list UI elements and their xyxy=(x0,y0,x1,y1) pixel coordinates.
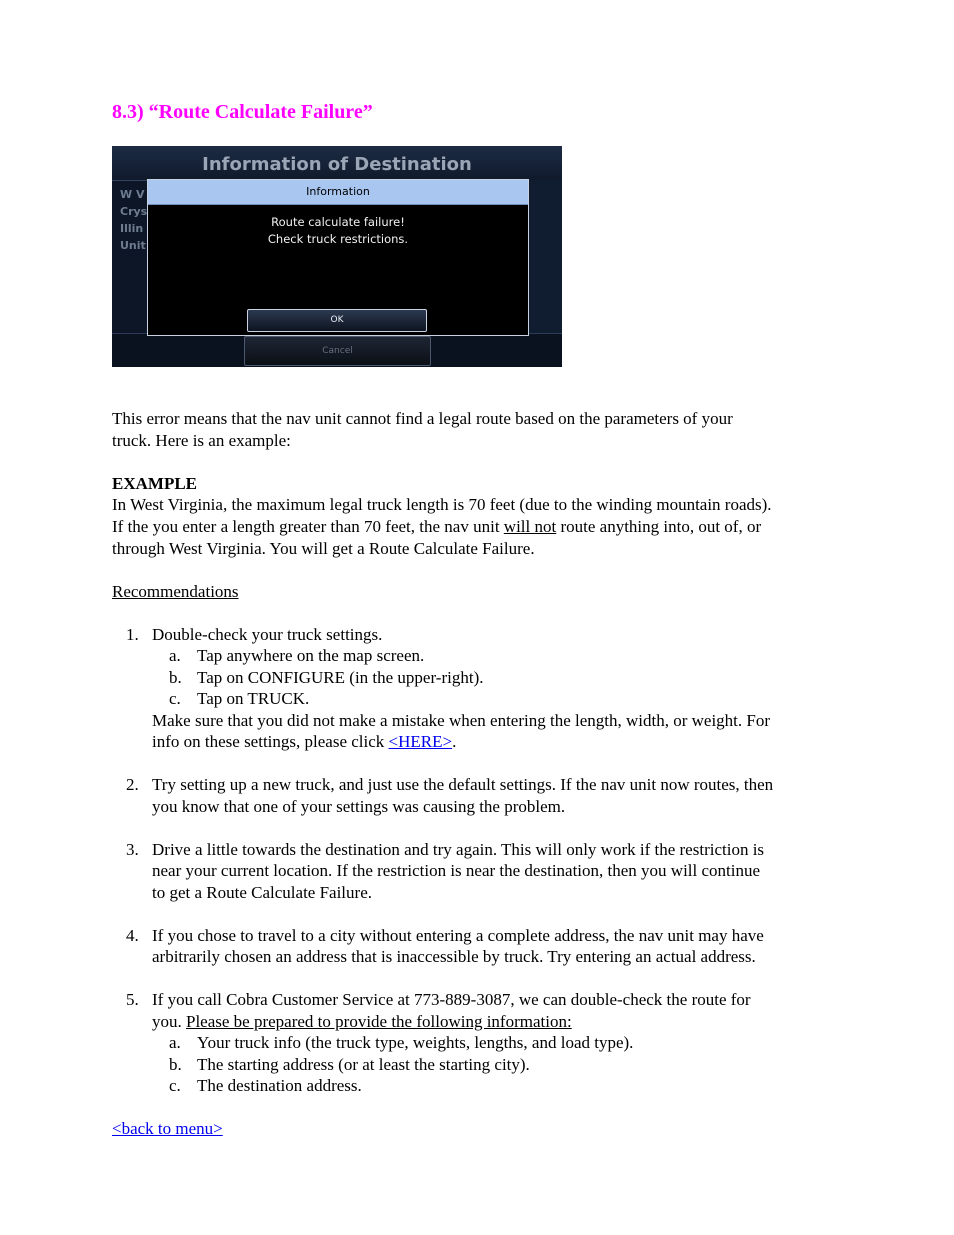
example-heading: EXAMPLE xyxy=(112,474,197,493)
nav-side-panel xyxy=(527,180,562,333)
list-item-text: arbitrarily chosen an address that is inaccessible by truck. Try entering an actual address. xyxy=(152,947,756,966)
sub-letter: c. xyxy=(169,1076,181,1095)
here-link[interactable]: <HERE> xyxy=(388,732,453,751)
list-item-text: Drive a little towards the destination and try again. This will only work if the restriction is xyxy=(152,840,765,859)
list-item-text-part: . xyxy=(452,732,457,751)
cancel-button[interactable]: Cancel xyxy=(244,336,431,366)
list-item-text: Try setting up a new truck, and just use the default settings. If the nav unit now routes, then xyxy=(152,775,774,794)
nav-fragment: W V xyxy=(120,188,145,201)
sub-letter: a. xyxy=(169,646,181,665)
list-item-text: to get a Route Calculate Failure. xyxy=(152,883,372,902)
list-item-text: If you call Cobra Customer Service at 773-889-3087, we can double-check the route for xyxy=(152,990,751,1009)
list-item-text: near your current location. If the restriction is near the destination, then you will continue xyxy=(152,861,761,880)
sub-item-text: Your truck info (the truck type, weights, lengths, and load type). xyxy=(197,1033,634,1052)
example-line: In West Virginia, the maximum legal truck length is 70 feet (due to the winding mountain roads). xyxy=(112,495,772,514)
list-item-text xyxy=(152,1011,572,1033)
example-line xyxy=(112,516,761,538)
example-line: through West Virginia. You will get a Route Calculate Failure. xyxy=(112,539,535,558)
sub-letter: c. xyxy=(169,689,181,708)
nav-screen-title: Information of Destination xyxy=(112,146,562,181)
sub-letter: a. xyxy=(169,1033,181,1052)
sub-letter: b. xyxy=(169,668,182,687)
recommendations-heading: Recommendations xyxy=(112,582,239,601)
list-number: 4. xyxy=(126,926,139,945)
nav-fragment: Crys xyxy=(120,205,148,218)
list-item-text-part: info on these settings, please click xyxy=(152,732,389,751)
sub-item-text: The starting address (or at least the starting city). xyxy=(197,1055,530,1074)
list-number: 2. xyxy=(126,775,139,794)
sub-letter: b. xyxy=(169,1055,182,1074)
list-item-text: you know that one of your settings was causing the problem. xyxy=(152,797,566,816)
list-item-text xyxy=(152,731,456,753)
list-number: 5. xyxy=(126,990,139,1009)
list-number: 3. xyxy=(126,840,139,859)
dialog-line: Route calculate failure! xyxy=(271,215,405,229)
dialog-header: Information xyxy=(148,180,528,205)
nav-address-fragments xyxy=(120,186,147,254)
intro-line: truck. Here is an example: xyxy=(112,431,291,450)
list-item-text: Double-check your truck settings. xyxy=(152,625,383,644)
dialog-message xyxy=(148,214,528,248)
sub-item-text: Tap anywhere on the map screen. xyxy=(197,646,425,665)
nav-screenshot xyxy=(112,146,562,367)
dialog-line: Check truck restrictions. xyxy=(267,232,409,246)
list-item-text: Make sure that you did not make a mistake when entering the length, width, or weight. For xyxy=(152,711,771,730)
list-item-text: If you chose to travel to a city without entering a complete address, the nav unit may have xyxy=(152,926,764,945)
list-number: 1. xyxy=(126,625,139,644)
emphasis-will-not: will not xyxy=(503,517,557,536)
nav-fragment: Unit xyxy=(120,239,146,252)
sub-item-text: Tap on TRUCK. xyxy=(197,689,310,708)
nav-fragment: Illin xyxy=(120,222,144,235)
list-item-text-part: you. xyxy=(152,1012,186,1031)
example-text: route anything into, out of, or xyxy=(556,517,762,536)
back-to-menu-link[interactable]: <back to menu> xyxy=(112,1119,223,1138)
sub-item-text: Tap on CONFIGURE (in the upper-right). xyxy=(197,668,484,687)
example-text: If the you enter a length greater than 70 feet, the nav unit xyxy=(112,517,504,536)
information-dialog xyxy=(147,179,529,336)
intro-line: This error means that the nav unit cannot find a legal route based on the parameters of your xyxy=(112,409,733,428)
prepare-info-underlined: Please be prepared to provide the following information: xyxy=(186,1012,572,1031)
sub-item-text: The destination address. xyxy=(197,1076,362,1095)
section-heading: 8.3) “Route Calculate Failure” xyxy=(112,101,373,123)
ok-button[interactable]: OK xyxy=(247,309,427,332)
